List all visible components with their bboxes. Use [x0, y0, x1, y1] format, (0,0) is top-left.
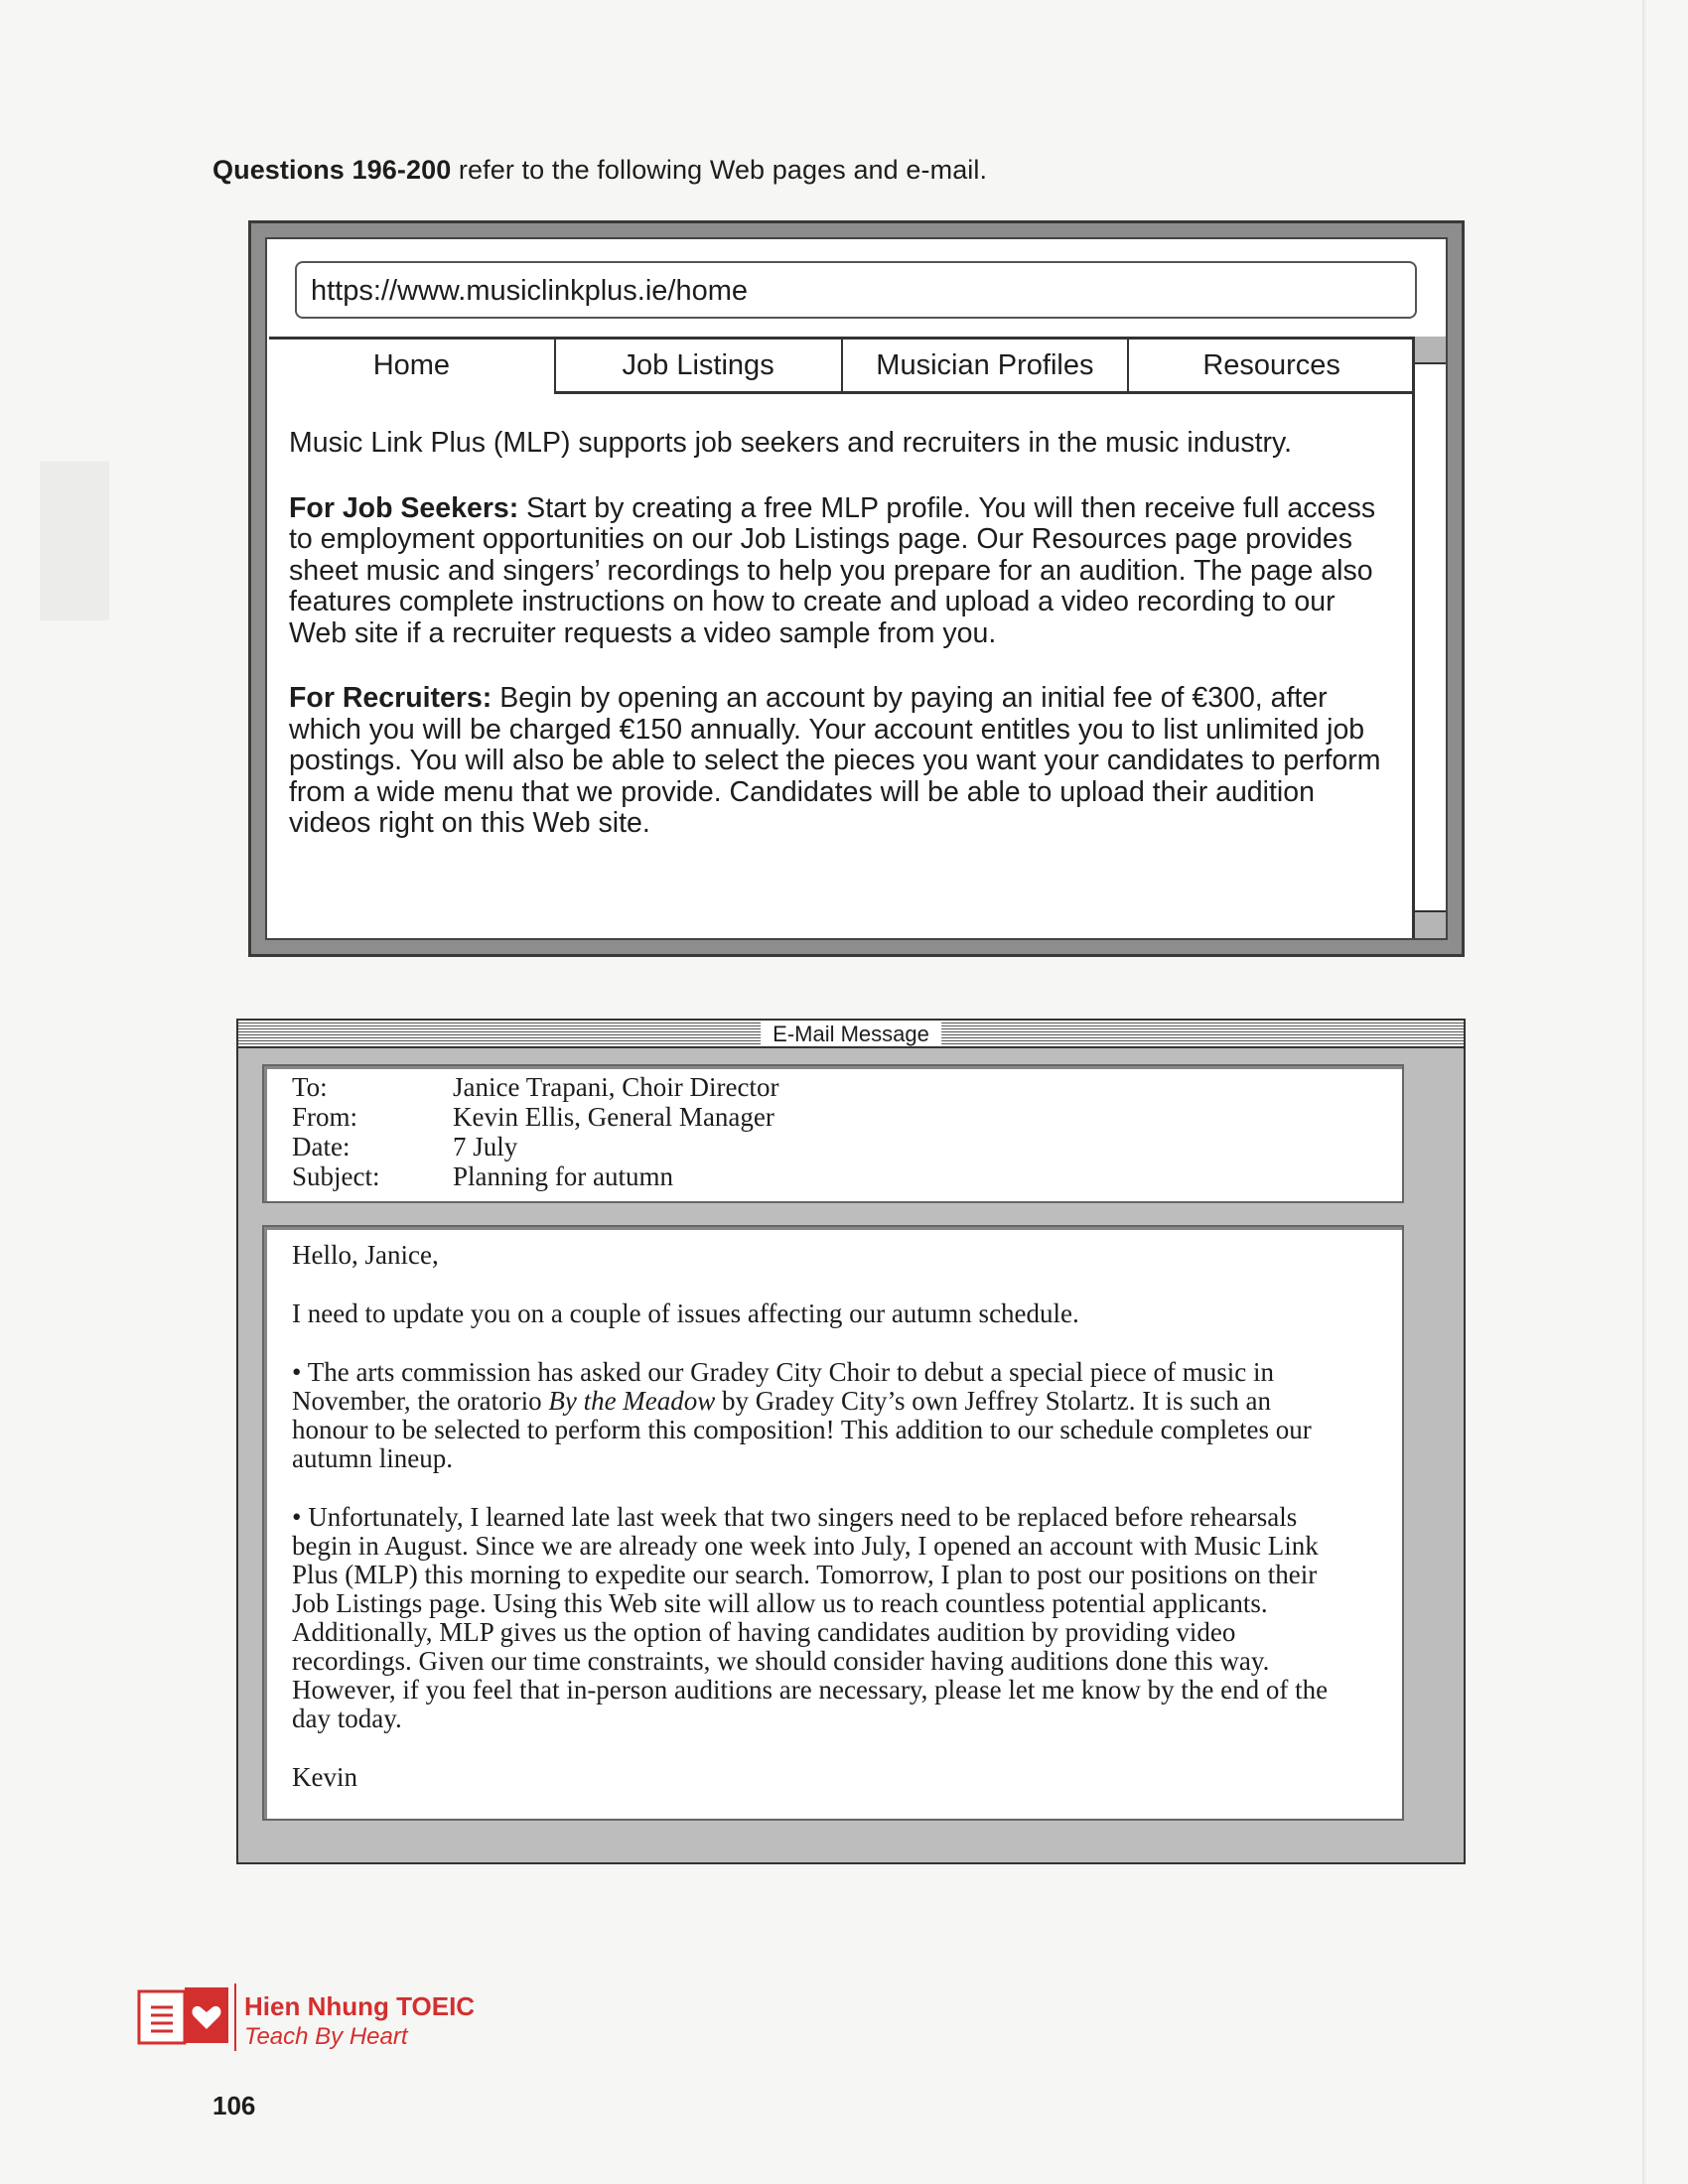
- email-signoff: Kevin: [292, 1762, 357, 1792]
- address-bar[interactable]: https://www.musiclinkplus.ie/home: [295, 261, 1417, 319]
- scrollbar[interactable]: [1412, 337, 1446, 938]
- oratorio-title: By the Meadow: [548, 1386, 716, 1416]
- book-heart-logo-icon: [137, 1983, 232, 2049]
- brand-tagline: Teach By Heart: [244, 2023, 408, 2050]
- browser-viewport: [265, 237, 1448, 940]
- email-body: [262, 1225, 1404, 1821]
- email-greeting: Hello, Janice,: [292, 1240, 439, 1270]
- to-value: Janice Trapani, Choir Director: [453, 1072, 779, 1102]
- email-to-row: [292, 1072, 1402, 1102]
- subject-value: Planning for autumn: [453, 1161, 673, 1191]
- from-label: From:: [292, 1102, 358, 1132]
- p2-before: • The arts commission has asked our Gradey City Choir to debut a special piece of music in November, the oratorio: [292, 1357, 1274, 1416]
- email-paragraph-3: • Unfortunately, I learned late last week that two singers need to be replaced before rehearsals begin in August. Since we are already one week into July, I opened an account with Music Link Plus (MLP) this morning to expedite our search. Tomorrow, I plan to post our positions on their Job Listings page. Using this Web site will allow us to reach countless potential applicants. Additionally, MLP gives us the option of having candidates audition by providing video recordings. Given our time constraints, we should consider having auditions done this way. However, if you feel that in-person auditions are necessary, please let me know by the end of the day today.: [292, 1502, 1329, 1733]
- home-content: [289, 428, 1391, 874]
- email-subject-row: [292, 1161, 1402, 1191]
- tab-resources[interactable]: Resources: [1127, 340, 1414, 391]
- email-date-row: [292, 1132, 1402, 1161]
- email-window: [236, 1019, 1466, 1864]
- tab-job-listings[interactable]: Job Listings: [554, 340, 841, 391]
- p2-after: by Gradey City’s own Jeffrey Stolartz. It is such an honour to be selected to perform this composition! This addition to our schedule completes our autumn lineup.: [292, 1386, 1312, 1473]
- subject-label: Subject:: [292, 1161, 380, 1191]
- question-range: Questions 196-200: [212, 155, 452, 185]
- tab-musician-profiles[interactable]: Musician Profiles: [841, 340, 1128, 391]
- recruiters-section: [289, 683, 1391, 840]
- job-seekers-text: Start by creating a free MLP profile. You will then receive full access to employment opportunities on our Job Listings page. Our Resources page provides sheet music and singers’ recordings to help you prepare for an audition. The page also features complete instructions on how to create and upload a video recording to our Web site if a recruiter requests a video sample from you.: [289, 491, 1376, 649]
- job-seekers-label: For Job Seekers:: [289, 491, 519, 524]
- logo-divider: [234, 1983, 236, 2051]
- to-label: To:: [292, 1072, 328, 1102]
- recruiters-text: Begin by opening an account by paying an initial fee of €300, after which you will be charged €150 annually. Your account entitles you to list unlimited job postings. You will also be able to select the pieces you want your candidates to perform from a wide menu that we provide. Candidates will be able to upload their audition videos right on this Web site.: [289, 682, 1381, 839]
- from-value: Kevin Ellis, General Manager: [453, 1102, 774, 1132]
- brand-name: Hien Nhung TOEIC: [244, 1991, 476, 2021]
- question-intro-text: refer to the following Web pages and e-mail.: [451, 155, 988, 185]
- scroll-up-button[interactable]: [1415, 337, 1446, 364]
- email-header: [262, 1064, 1404, 1203]
- job-seekers-section: [289, 493, 1391, 650]
- page-number: 106: [212, 2091, 256, 2120]
- recruiters-label: For Recruiters:: [289, 682, 492, 714]
- site-intro: Music Link Plus (MLP) supports job seekers and recruiters in the music industry.: [289, 427, 1293, 459]
- page-shadow: [40, 462, 109, 620]
- email-title: E-Mail Message: [761, 1023, 941, 1046]
- page-edge: [1642, 0, 1648, 2184]
- browser-window: [248, 220, 1465, 957]
- tab-home[interactable]: Home: [269, 340, 554, 394]
- question-intro: [212, 155, 987, 186]
- email-from-row: [292, 1102, 1402, 1132]
- date-label: Date:: [292, 1132, 351, 1161]
- nav-tabs: [269, 337, 1414, 394]
- scroll-down-button[interactable]: [1415, 910, 1446, 938]
- email-paragraph-2: [292, 1358, 1352, 1473]
- email-paragraph-1: I need to update you on a couple of issues affecting our autumn schedule.: [292, 1298, 1079, 1328]
- email-titlebar: [238, 1021, 1464, 1048]
- date-value: 7 July: [453, 1132, 518, 1161]
